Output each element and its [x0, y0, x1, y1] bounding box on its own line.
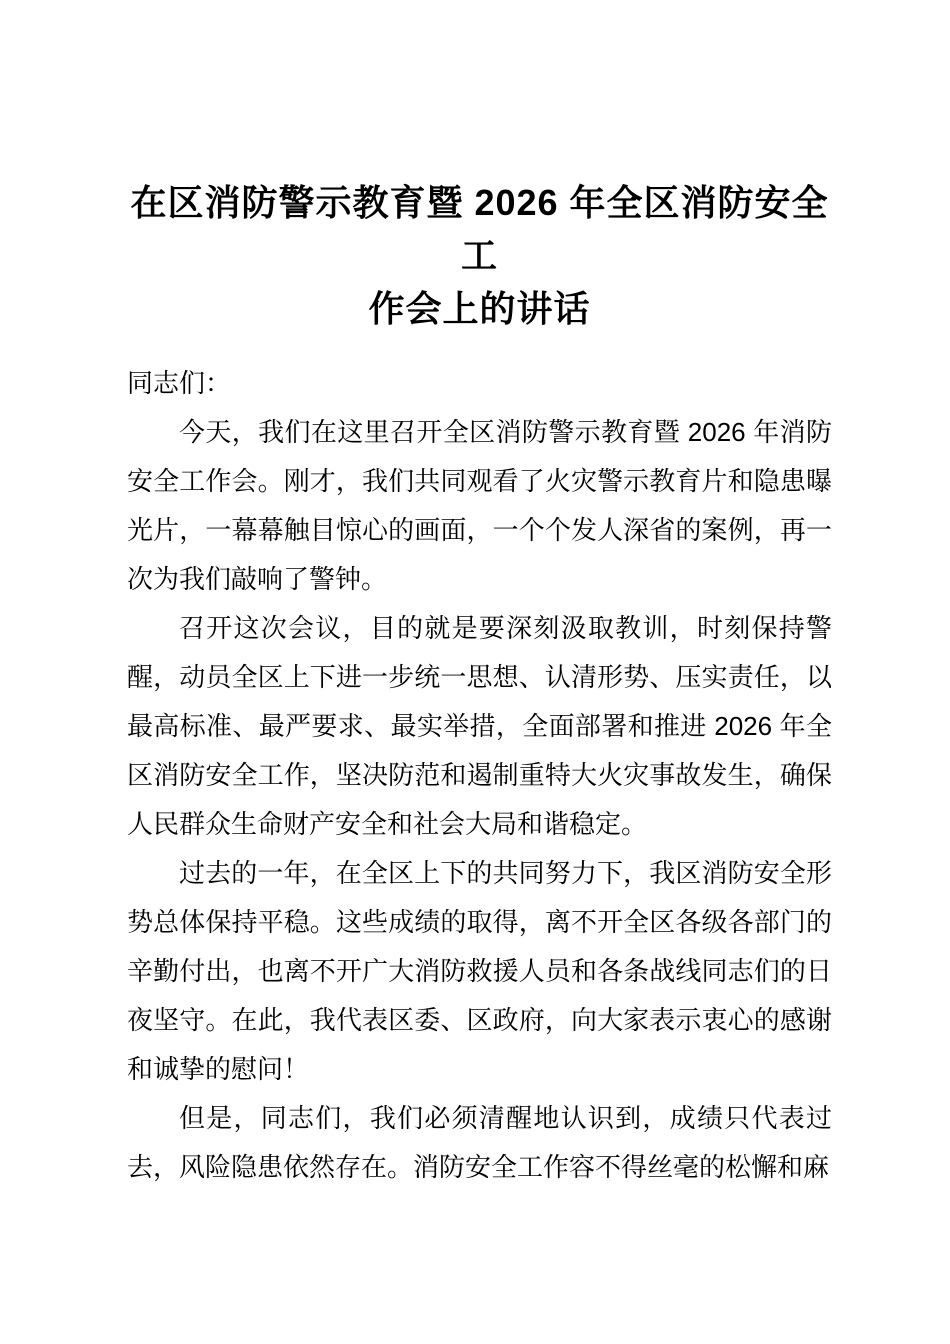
title-line-2: 作会上的讲话: [368, 288, 591, 329]
paragraph-4: 但是，同志们，我们必须清醒地认识到，成绩只代表过去，风险隐患依然存在。消防安全工作容不得丝毫的松懈和麻: [127, 1103, 832, 1182]
salutation: 同志们：: [127, 368, 232, 398]
paragraph-1: 今天，我们在这里召开全区消防警示教育暨 2026 年消防安全工作会。刚才，我们共同观看了火灾警示教育片和隐患曝光片，一幕幕触目惊心的画面，一个个发人深省的案例，再一次为我们敲响了警钟。: [127, 417, 832, 594]
document-title: [127, 0, 832, 335]
document-body: [127, 359, 832, 1192]
paragraph-2: 召开这次会议，目的就是要深刻汲取教训，时刻保持警醒，动员全区上下进一步统一思想、认清形势、压实责任，以最高标准、最严要求、最实举措，全面部署和推进 2026 年全区消防安全工作，坚决防范和遏制重特大火灾事故发生，确保人民群众生命财产安全和社会大局和谐稳定。: [127, 613, 832, 839]
title-line-1: 在区消防警示教育暨 2026 年全区消防安全工: [130, 182, 829, 276]
paragraph-3: 过去的一年，在全区上下的共同努力下，我区消防安全形势总体保持平稳。这些成绩的取得，离不开全区各级各部门的辛勤付出，也离不开广大消防救援人员和各条战线同志们的日夜坚守。在此，我代表区委、区政府，向大家表示衷心的感谢和诚挚的慰问！: [127, 858, 832, 1084]
